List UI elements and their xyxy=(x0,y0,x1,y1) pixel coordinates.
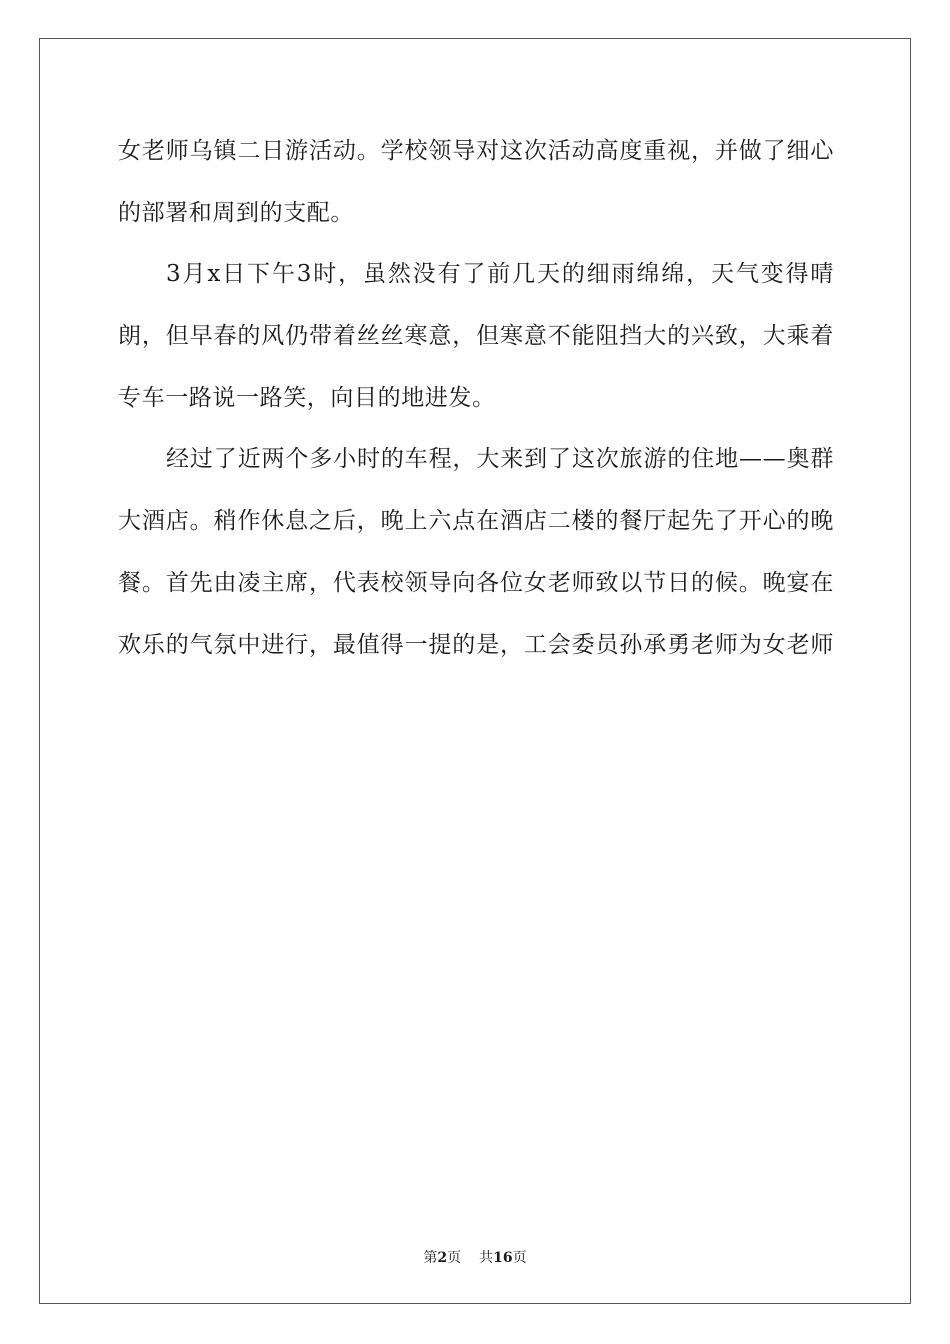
text-line: 餐。首先由凌主席，代表校领导向各位女老师致以节日的候。晚宴在 xyxy=(118,569,834,596)
text-line: 欢乐的气氛中进行，最值得一提的是，工会委员孙承勇老师为女老师 xyxy=(118,631,834,658)
text-line: 女老师乌镇二日游活动。学校领导对这次活动高度重视，并做了细心 xyxy=(118,138,834,164)
page-number-prefix: 第 xyxy=(423,1250,438,1266)
page-footer xyxy=(0,1247,950,1267)
text-line: 朗，但早春的风仍带着丝丝寒意，但寒意不能阻挡大的兴致，大乘着 xyxy=(118,323,834,350)
document-body xyxy=(118,128,834,683)
total-pages-prefix: 共 xyxy=(479,1250,494,1266)
text-line: 的部署和周到的支配。 xyxy=(118,199,354,226)
total-pages-suffix: 页 xyxy=(512,1250,527,1266)
text-line: 专车一路说一路笑，向目的地进发。 xyxy=(118,384,496,411)
text-line: 经过了近两个多小时的车程，大来到了这次旅游的住地——奥群 xyxy=(166,446,834,473)
current-page-number: 2 xyxy=(437,1250,448,1266)
text-line: 3月x日下午3时，虽然没有了前几天的细雨绵绵，天气变得晴 xyxy=(166,261,834,288)
total-pages-number: 16 xyxy=(493,1250,513,1266)
page-number-suffix: 页 xyxy=(447,1250,462,1266)
text-line: 大酒店。稍作休息之后，晚上六点在酒店二楼的餐厅起先了开心的晚 xyxy=(118,508,834,535)
